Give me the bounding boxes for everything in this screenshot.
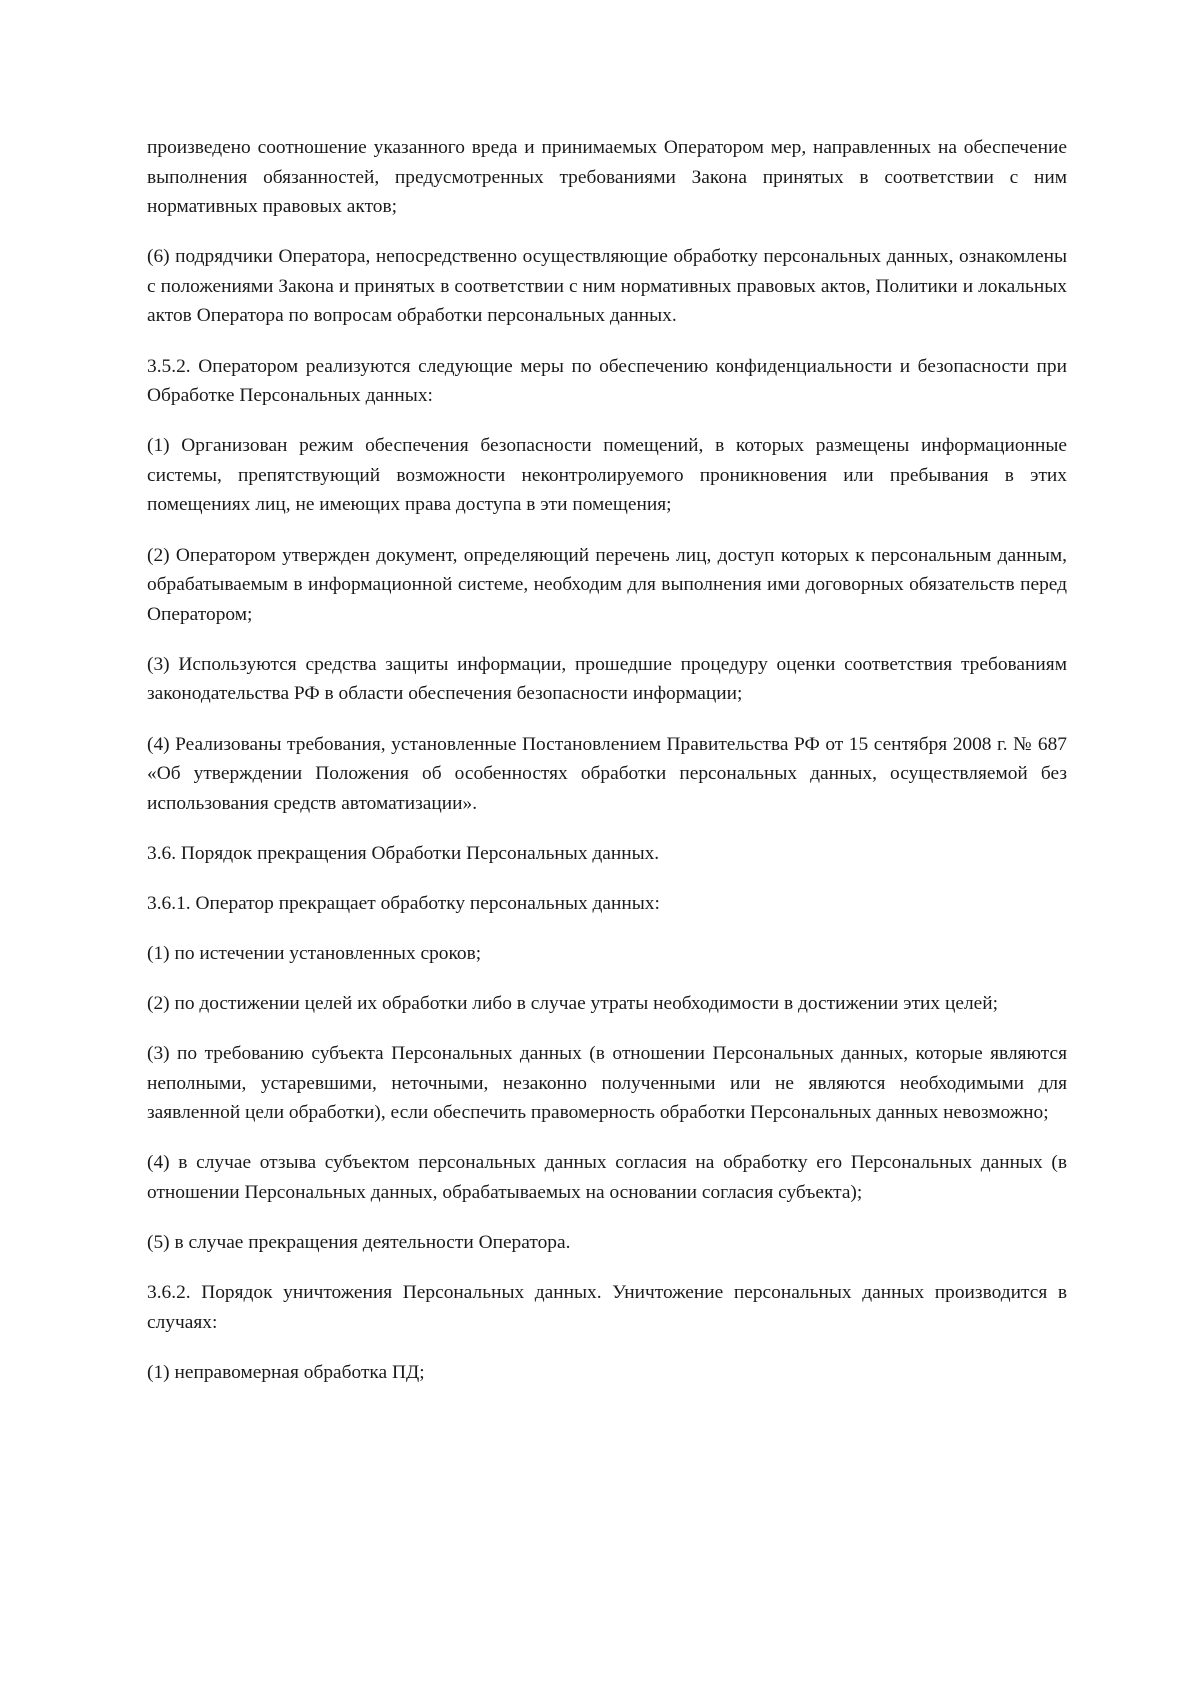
paragraph-terms-expired: (1) по истечении установленных сроков; bbox=[147, 942, 482, 964]
paragraph-consent-withdrawal: (4) в случае отзыва субъектом персональных данных согласия на обработку его Персональных данных (в отношении Персональных данных, обрабатываемых на основании согласия субъекта); bbox=[147, 1152, 1067, 1204]
paragraph-government-decree: (4) Реализованы требования, установленные Постановлением Правительства РФ от 15 сентября 2008 г. № 687 «Об утверждении Положения об особенностях обработки персональных данных, осуществляемой без использования средств автоматизации». bbox=[147, 733, 1067, 814]
paragraph-access-list-document: (2) Оператором утвержден документ, определяющий перечень лиц, доступ которых к персональным данным, обрабатываемым в информационной системе, необходим для выполнения ими договорных обязательств перед Оператором; bbox=[147, 544, 1067, 625]
paragraph-goals-achieved: (2) по достижении целей их обработки либо в случае утраты необходимости в достижении этих целей; bbox=[147, 993, 998, 1015]
paragraph-section-3-5-2: 3.5.2. Оператором реализуются следующие меры по обеспечению конфиденциальности и безопасности при Обработке Персональных данных: bbox=[147, 355, 1067, 407]
paragraph-protection-tools: (3) Используются средства защиты информации, прошедшие процедуру оценки соответствия требованиям законодательства РФ в области обеспечения безопасности информации; bbox=[147, 653, 1067, 705]
paragraph-section-3-6-1: 3.6.1. Оператор прекращает обработку персональных данных: bbox=[147, 892, 660, 914]
document-page bbox=[147, 133, 1067, 1408]
paragraph-unlawful-processing: (1) неправомерная обработка ПД; bbox=[147, 1361, 425, 1383]
paragraph-premises-security: (1) Организован режим обеспечения безопасности помещений, в которых размещены информационные системы, препятствующий возможности неконтролируемого проникновения или пребывания в этих помещениях лиц, не имеющих права доступа в эти помещения; bbox=[147, 435, 1067, 516]
paragraph-subject-request: (3) по требованию субъекта Персональных данных (в отношении Персональных данных, которые являются неполными, устаревшими, неточными, незаконно полученными или не являются необходимыми для заявленной цели обработки), если обеспечить правомерность обработки Персональных данных невозможно; bbox=[147, 1043, 1067, 1124]
paragraph-section-3-6-2: 3.6.2. Порядок уничтожения Персональных данных. Уничтожение персональных данных производится в случаях: bbox=[147, 1282, 1067, 1333]
paragraph-harm-assessment-continuation: произведено соотношение указанного вреда и принимаемых Оператором мер, направленных на обеспечение выполнения обязанностей, предусмотренных требованиями Закона принятых в соответствии с ним нормативных правовых актов; bbox=[147, 137, 1067, 218]
paragraph-section-3-6: 3.6. Порядок прекращения Обработки Персональных данных. bbox=[147, 842, 660, 864]
paragraph-contractors-acquainted: (6) подрядчики Оператора, непосредственно осуществляющие обработку персональных данных, ознакомлены с положениями Закона и принятых в соответствии с ним нормативных правовых актов, Политики и локальных актов Оператора по вопросам обработки персональных данных. bbox=[147, 246, 1067, 327]
paragraph-operator-termination: (5) в случае прекращения деятельности Оператора. bbox=[147, 1232, 571, 1254]
